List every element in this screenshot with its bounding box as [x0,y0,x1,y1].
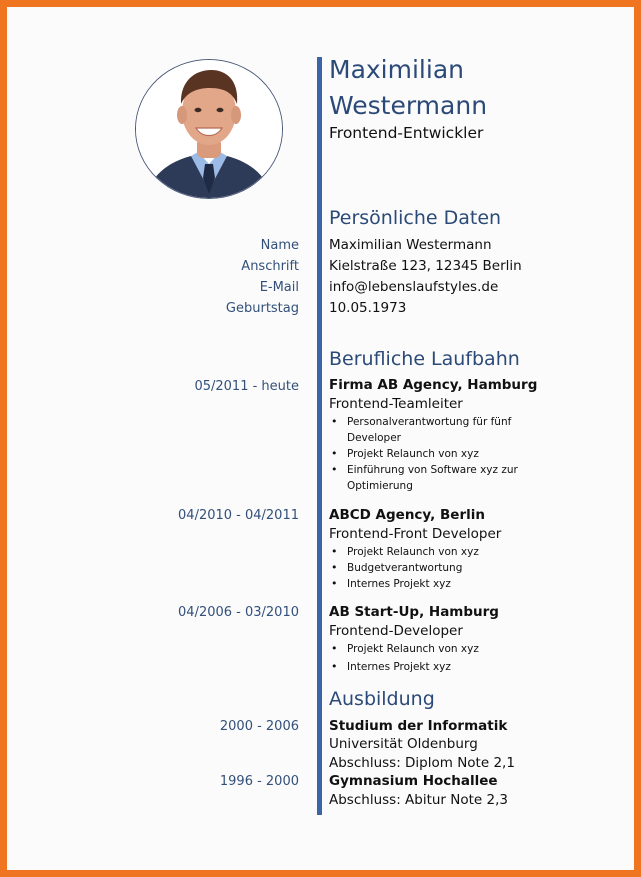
accent-divider [317,57,322,815]
list-item: • Projekt Relaunch von xyz [347,544,527,560]
career-role: Frontend-Front Developer [329,526,502,542]
list-item: • Projekt Relaunch von xyz [347,446,527,462]
section-title-personal: Persönliche Daten [329,207,502,229]
label-birthday: Geburtstag [225,301,299,316]
career-role: Frontend-Developer [329,623,463,639]
list-item: • Projekt Relaunch von xyz [347,641,527,657]
list-item: • Internes Projekt xyz [347,659,527,675]
career-company: Firma AB Agency, Hamburg [329,377,538,393]
value-name: Maximilian Westermann [329,237,492,253]
career-company: AB Start-Up, Hamburg [329,604,499,620]
portrait-icon [136,60,282,198]
job-title: Frontend-Entwickler [329,124,484,142]
list-item: • Budgetverantwortung [347,560,527,576]
page-title: Maximilian Westermann [329,55,488,120]
list-item: • Einführung von Software xyz zur Optimierung [347,462,527,494]
education-period: 2000 - 2006 [219,719,299,734]
career-period: 04/2010 - 04/2011 [178,508,299,523]
section-title-career: Berufliche Laufbahn [329,348,520,370]
education-detail: Universität Oldenburg [329,736,478,752]
label-name: Name [260,238,299,253]
list-item: • Internes Projekt xyz [347,576,527,592]
label-email: E-Mail [259,280,299,295]
career-period: 05/2011 - heute [194,379,299,394]
value-address: Kielstraße 123, 12345 Berlin [329,258,522,274]
list-item: • Personalverantwortung für fünf Developer [347,414,527,446]
portrait-photo [135,59,283,199]
value-birthday: 10.05.1973 [329,300,407,316]
career-company: ABCD Agency, Berlin [329,507,485,523]
education-title: Gymnasium Hochallee [329,773,498,789]
section-title-education: Ausbildung [329,688,435,710]
career-period: 04/2006 - 03/2010 [178,605,299,620]
career-role: Frontend-Teamleiter [329,396,463,412]
education-period: 1996 - 2000 [219,774,299,789]
education-detail: Abschluss: Diplom Note 2,1 [329,755,515,771]
education-title: Studium der Informatik [329,718,508,734]
label-address: Anschrift [241,259,299,274]
education-detail: Abschluss: Abitur Note 2,3 [329,792,508,808]
value-email: info@lebenslaufstyles.de [329,279,499,295]
